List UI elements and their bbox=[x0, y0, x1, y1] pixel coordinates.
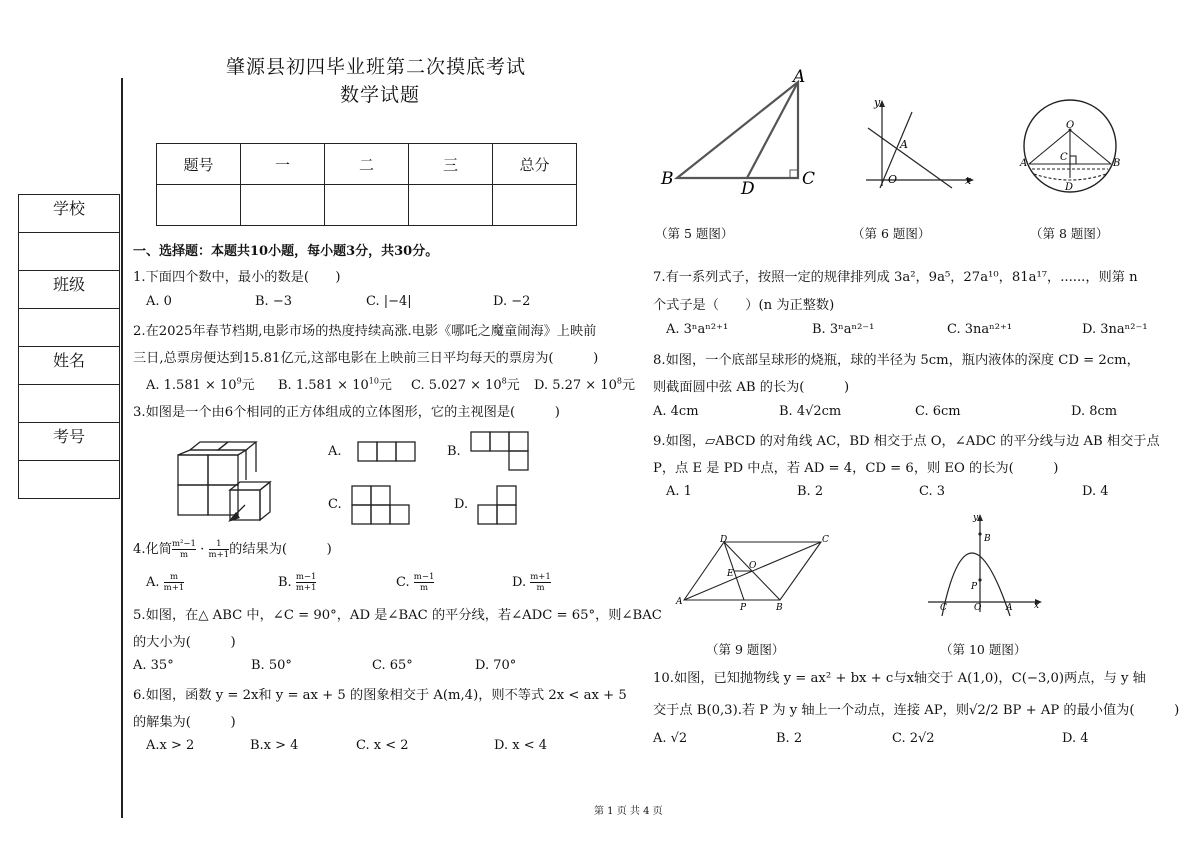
school-label: 学校 bbox=[19, 195, 120, 233]
q7-option-c: C. 3naⁿ²⁺¹ bbox=[947, 322, 1013, 337]
point-a-label: A bbox=[1006, 603, 1013, 613]
q4-option-a: A. $\frac{m}{m+1}$ bbox=[146, 572, 185, 593]
question-8-stem-line1: 8.如图，一个底部呈球形的烧瓶，球的半径为 5cm，瓶内液体的深度 CD = 2cm， bbox=[653, 353, 1140, 368]
section-heading: 一、选择题：本题共10小题，每小题3分，共30分。 bbox=[133, 244, 439, 259]
score-cell[interactable] bbox=[409, 185, 493, 226]
caption-fig8: （第 8 题图） bbox=[1030, 226, 1109, 241]
q5-option-b: B. 50° bbox=[251, 658, 292, 673]
label-b: B bbox=[1113, 158, 1121, 169]
label-c: C bbox=[802, 169, 816, 189]
name-label: 姓名 bbox=[19, 347, 120, 385]
exam-number-field[interactable] bbox=[19, 461, 120, 499]
q3-option-b-figure bbox=[470, 431, 530, 473]
axis-y-label: y bbox=[973, 513, 979, 523]
q9-option-c: C. 3 bbox=[919, 484, 946, 499]
score-header-cell: 一 bbox=[241, 144, 325, 185]
q3-option-b-label: B. bbox=[447, 444, 461, 459]
question-3-stem: 3.如图是一个由6个相同的正方体组成的立体图形，它的主视图是( ) bbox=[133, 405, 560, 420]
q4-option-c: C. $\frac{m-1}{m}$ bbox=[396, 572, 435, 593]
question-10-stem-line2: 交于点 B(0,3).若 P 为 y 轴上一个动点，连接 AP，则√2/2 BP + AP 的最小值为( ) bbox=[653, 703, 1180, 718]
score-header-cell: 二 bbox=[325, 144, 409, 185]
class-field[interactable] bbox=[19, 309, 120, 347]
q5-option-c: C. 65° bbox=[372, 658, 413, 673]
q8-option-c: C. 6cm bbox=[915, 404, 961, 419]
point-c-label: C bbox=[940, 603, 947, 613]
label-d: D bbox=[1065, 182, 1074, 193]
question-10-stem-line1: 10.如图，已知抛物线 y = ax² + bx + c与x轴交于 A(1,0)，C(−3,0)两点，与 y 轴 bbox=[653, 671, 1146, 686]
score-table bbox=[156, 143, 577, 226]
q3-option-c-label: C. bbox=[328, 497, 342, 512]
q3-option-d-label: D. bbox=[454, 497, 469, 512]
q6-option-a: A.x > 2 bbox=[146, 738, 195, 753]
q9-option-a: A. 1 bbox=[666, 484, 692, 499]
point-b-label: B bbox=[984, 534, 991, 544]
question-1-stem: 1.下面四个数中，最小的数是( ) bbox=[133, 270, 341, 285]
name-field[interactable] bbox=[19, 385, 120, 423]
score-header-cell: 三 bbox=[409, 144, 493, 185]
axis-y-label: y bbox=[874, 96, 881, 109]
question-2-stem-line1: 2.在2025年春节档期,电影市场的热度持续高涨.电影《哪吒之魔童闹海》上映前 bbox=[133, 324, 597, 339]
q10-option-b: B. 2 bbox=[776, 731, 803, 746]
q3-option-c-figure bbox=[351, 485, 411, 527]
label-e: E bbox=[727, 569, 734, 579]
question-5-stem-line1: 5.如图，在△ ABC 中，∠C = 90°，AD 是∠BAC 的平分线，若∠ADC = 65°，则∠BAC bbox=[133, 608, 662, 623]
q1-option-b: B. −3 bbox=[255, 294, 292, 309]
exam-title: 肇源县初四毕业班第二次摸底考试 bbox=[226, 56, 527, 78]
score-header-cell: 总分 bbox=[493, 144, 577, 185]
label-a: A bbox=[676, 597, 683, 607]
caption-fig5: （第 5 题图） bbox=[655, 226, 734, 241]
question-7-stem-line2: 个式子是（ ）(n 为正整数) bbox=[653, 298, 835, 313]
exam-subtitle: 数学试题 bbox=[340, 84, 421, 106]
label-o: O bbox=[1066, 120, 1075, 131]
figure-9-parallelogram bbox=[676, 534, 836, 614]
q8-option-d: D. 8cm bbox=[1071, 404, 1118, 419]
question-8-stem-line2: 则截面圆中弦 AB 的长为( ) bbox=[653, 380, 850, 395]
q6-option-b: B.x > 4 bbox=[250, 738, 299, 753]
question-4-stem: 4.化简 $\frac{\text{m²−1}}{m}$ · $\frac{1}{m+1}$ 的结果为( ) bbox=[133, 539, 332, 560]
q10-option-d: D. 4 bbox=[1062, 731, 1089, 746]
cube-stack-figure bbox=[170, 440, 280, 530]
q7-option-d: D. 3naⁿ²⁻¹ bbox=[1082, 322, 1148, 337]
q2-option-a: A. $1.581 \times 10^9$元 bbox=[146, 376, 255, 393]
q9-option-b: B. 2 bbox=[797, 484, 824, 499]
score-cell[interactable] bbox=[241, 185, 325, 226]
binding-line bbox=[121, 78, 123, 818]
q1-option-c: C. |−4| bbox=[366, 294, 412, 309]
caption-fig9: （第 9 题图） bbox=[706, 642, 785, 657]
question-9-stem-line2: P，点 E 是 PD 中点，若 AD = 4，CD = 6，则 EO 的长为( ) bbox=[653, 461, 1059, 476]
question-2-stem-line2: 三日,总票房便达到15.81亿元,这部电影在上映前三日平均每天的票房为( ) bbox=[133, 351, 599, 366]
page-footer: 第 1 页 共 4 页 bbox=[594, 806, 663, 817]
label-a: A bbox=[793, 67, 806, 87]
q6-option-c: C. x < 2 bbox=[356, 738, 409, 753]
q8-option-a: A. 4cm bbox=[653, 404, 699, 419]
figure-5-triangle bbox=[655, 67, 825, 200]
point-a-label: A bbox=[900, 138, 908, 151]
q3-option-a-figure bbox=[357, 441, 417, 463]
label-d: D bbox=[741, 179, 755, 199]
q6-option-d: D. x < 4 bbox=[494, 738, 547, 753]
q1-option-a: A. 0 bbox=[146, 294, 172, 309]
exam-number-label: 考号 bbox=[19, 423, 120, 461]
q10-option-a: A. √2 bbox=[653, 731, 688, 746]
point-p-label: P bbox=[971, 582, 978, 592]
score-cell[interactable] bbox=[157, 185, 241, 226]
q5-option-a: A. 35° bbox=[133, 658, 174, 673]
score-cell[interactable] bbox=[493, 185, 577, 226]
origin-label: O bbox=[974, 603, 982, 613]
q2-option-b: B. $1.581 \times 10^{10}$元 bbox=[278, 376, 392, 393]
question-9-stem-line1: 9.如图，▱ABCD 的对角线 AC，BD 相交于点 O，∠ADC 的平分线与边 AB 相交于点 bbox=[653, 434, 1160, 449]
origin-label: O bbox=[888, 173, 898, 186]
q10-option-c: C. 2√2 bbox=[892, 731, 935, 746]
label-o: O bbox=[749, 561, 757, 571]
q9-option-d: D. 4 bbox=[1082, 484, 1109, 499]
label-c: C bbox=[822, 535, 829, 545]
question-7-stem-line1: 7.有一系列式子，按照一定的规律排列成 3a²，9a⁵，27a¹⁰，81a¹⁷，......，则第 n bbox=[653, 270, 1138, 285]
label-c: C bbox=[1060, 152, 1068, 163]
q5-option-d: D. 70° bbox=[475, 658, 517, 673]
q2-option-c: C. $5.027 \times 10^8$元 bbox=[411, 376, 520, 393]
school-field[interactable] bbox=[19, 233, 120, 271]
q4-option-b: B. $\frac{m-1}{m+1}$ bbox=[278, 572, 317, 593]
q7-option-a: A. 3ⁿaⁿ²⁺¹ bbox=[666, 322, 729, 337]
question-6-stem-line2: 的解集为( ) bbox=[133, 715, 236, 730]
caption-fig10: （第 10 题图） bbox=[940, 642, 1027, 657]
q2-option-d: D. $5.27 \times 10^8$元 bbox=[534, 376, 635, 393]
label-b: B bbox=[661, 169, 674, 189]
q7-option-b: B. 3ⁿaⁿ²⁻¹ bbox=[812, 322, 875, 337]
question-5-stem-line2: 的大小为( ) bbox=[133, 635, 236, 650]
student-info-table bbox=[18, 194, 120, 499]
figure-6-graph bbox=[862, 96, 977, 194]
label-d: D bbox=[720, 535, 728, 545]
axis-x-label: x bbox=[965, 174, 972, 187]
score-cell[interactable] bbox=[325, 185, 409, 226]
q3-option-d-figure bbox=[477, 485, 519, 527]
q3-option-a-label: A. bbox=[328, 444, 342, 459]
label-a: A bbox=[1020, 158, 1028, 169]
caption-fig6: （第 6 题图） bbox=[852, 226, 931, 241]
label-p: P bbox=[740, 603, 747, 613]
figure-8-circle bbox=[1018, 92, 1128, 202]
figure-10-parabola bbox=[928, 510, 1048, 616]
question-6-stem-line1: 6.如图，函数 y = 2x和 y = ax + 5 的图象相交于 A(m,4)，则不等式 2x < ax + 5 bbox=[133, 688, 627, 703]
class-label: 班级 bbox=[19, 271, 120, 309]
label-b: B bbox=[776, 603, 783, 613]
score-header-cell: 题号 bbox=[157, 144, 241, 185]
q1-option-d: D. −2 bbox=[493, 294, 531, 309]
axis-x-label: x bbox=[1034, 601, 1040, 611]
q8-option-b: B. 4√2cm bbox=[779, 404, 842, 419]
q4-option-d: D. $\frac{m+1}{m}$ bbox=[512, 572, 551, 593]
